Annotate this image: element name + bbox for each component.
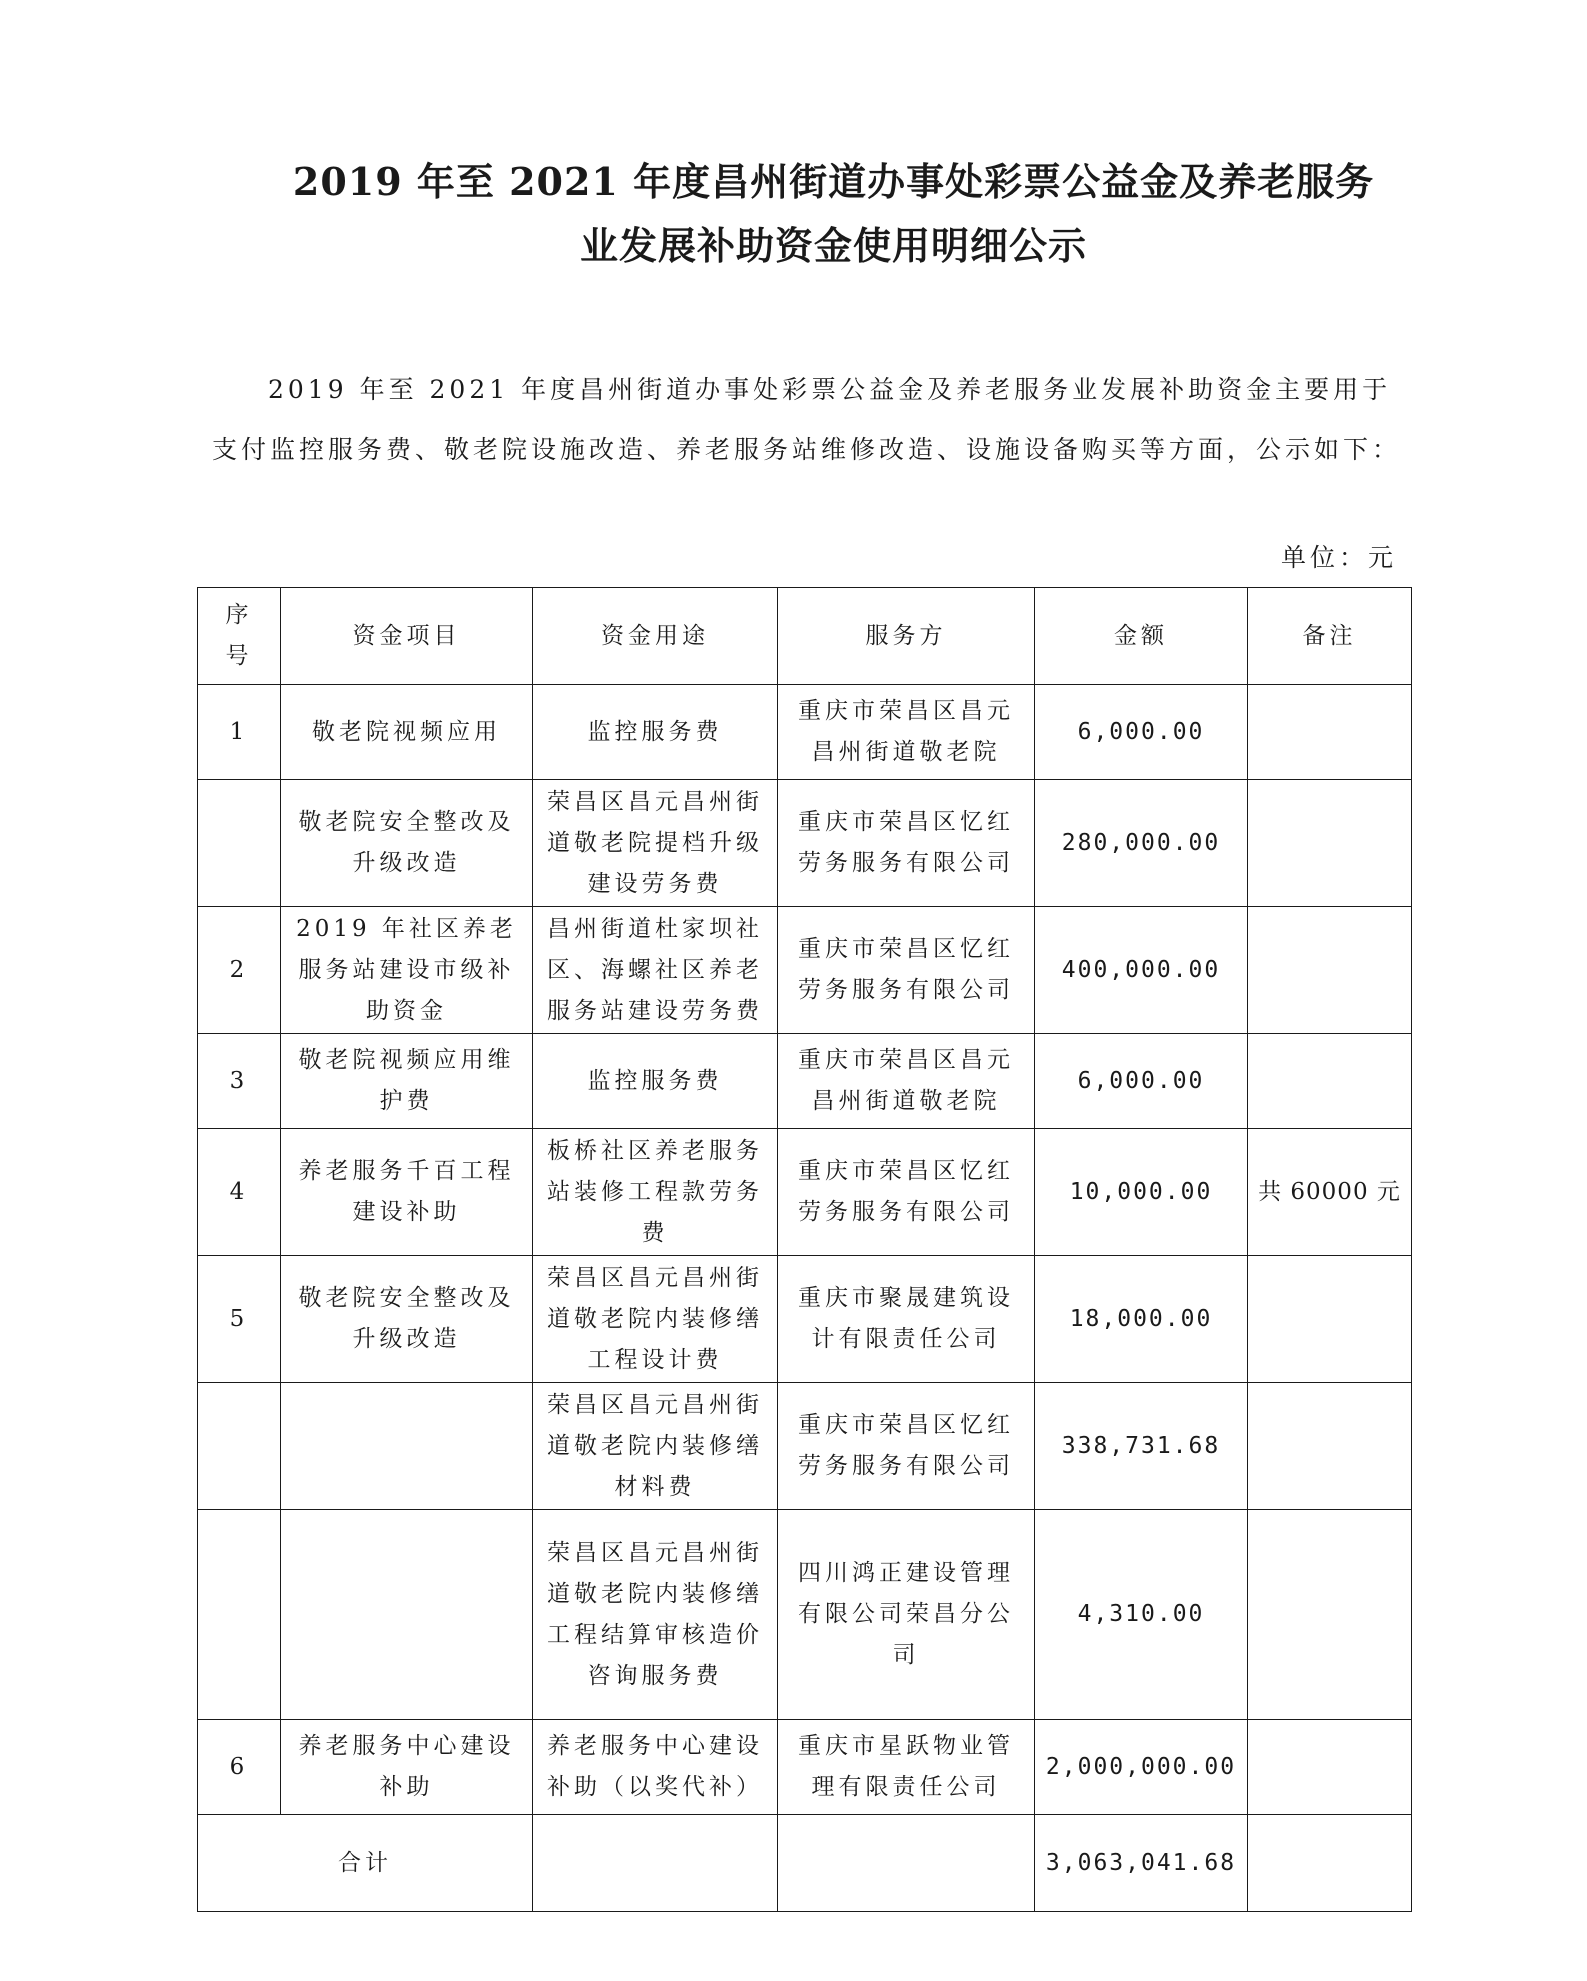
cell-note [1248, 1034, 1412, 1129]
header-project: 资金项目 [281, 588, 533, 685]
cell-note [1248, 1383, 1412, 1510]
cell-amount: 18,000.00 [1035, 1256, 1248, 1383]
cell-usage: 荣昌区昌元昌州街道敬老院内装修缮工程结算审核造价咨询服务费 [533, 1510, 778, 1720]
total-note [1248, 1815, 1412, 1912]
cell-provider: 四川鸿正建设管理有限公司荣昌分公司 [778, 1510, 1035, 1720]
cell-provider: 重庆市星跃物业管理有限责任公司 [778, 1720, 1035, 1815]
cell-provider: 重庆市荣昌区昌元昌州街道敬老院 [778, 1034, 1035, 1129]
cell-note [1248, 685, 1412, 780]
cell-no [198, 780, 281, 907]
table-row [198, 1510, 1412, 1720]
cell-amount: 338,731.68 [1035, 1383, 1248, 1510]
header-amount: 金额 [1035, 588, 1248, 685]
cell-project: 养老服务中心建设补助 [281, 1720, 533, 1815]
cell-no [198, 1383, 281, 1510]
cell-no: 1 [198, 685, 281, 780]
table-row [198, 780, 1412, 907]
cell-project: 敬老院视频应用 [281, 685, 533, 780]
cell-note [1248, 1510, 1412, 1720]
table-row [198, 1256, 1412, 1383]
funds-table [197, 587, 1412, 1912]
cell-amount: 280,000.00 [1035, 780, 1248, 907]
total-provider [778, 1815, 1035, 1912]
page-title [240, 150, 1427, 278]
header-note: 备注 [1248, 588, 1412, 685]
cell-no [198, 1510, 281, 1720]
cell-no: 2 [198, 907, 281, 1034]
cell-project: 养老服务千百工程建设补助 [281, 1129, 533, 1256]
cell-note [1248, 1720, 1412, 1815]
total-usage [533, 1815, 778, 1912]
cell-provider: 重庆市荣昌区昌元昌州街道敬老院 [778, 685, 1035, 780]
cell-amount: 10,000.00 [1035, 1129, 1248, 1256]
cell-usage: 昌州街道杜家坝社区、海螺社区养老服务站建设劳务费 [533, 907, 778, 1034]
cell-provider: 重庆市聚晟建筑设计有限责任公司 [778, 1256, 1035, 1383]
cell-provider: 重庆市荣昌区忆红劳务服务有限公司 [778, 1129, 1035, 1256]
cell-project [281, 1383, 533, 1510]
cell-project: 敬老院安全整改及升级改造 [281, 1256, 533, 1383]
cell-project: 敬老院安全整改及升级改造 [281, 780, 533, 907]
cell-no: 3 [198, 1034, 281, 1129]
table-header-row [198, 588, 1412, 685]
title-line-1: 2019 年至 2021 年度昌州街道办事处彩票公益金及养老服务 [292, 159, 1375, 204]
total-amount: 3,063,041.68 [1035, 1815, 1248, 1912]
header-no: 序号 [198, 588, 281, 685]
cell-note [1248, 1256, 1412, 1383]
cell-note [1248, 907, 1412, 1034]
cell-usage: 养老服务中心建设补助（以奖代补） [533, 1720, 778, 1815]
cell-usage: 荣昌区昌元昌州街道敬老院提档升级建设劳务费 [533, 780, 778, 907]
table-row [198, 1720, 1412, 1815]
cell-project [281, 1510, 533, 1720]
table-row [198, 1034, 1412, 1129]
unit-label: 单位：元 [1280, 543, 1397, 572]
cell-no: 4 [198, 1129, 281, 1256]
cell-amount: 2,000,000.00 [1035, 1720, 1248, 1815]
cell-usage: 监控服务费 [533, 1034, 778, 1129]
cell-provider: 重庆市荣昌区忆红劳务服务有限公司 [778, 780, 1035, 907]
cell-no: 6 [198, 1720, 281, 1815]
title-line-2: 业发展补助资金使用明细公示 [579, 223, 1087, 268]
total-label: 合计 [198, 1815, 533, 1912]
cell-usage: 板桥社区养老服务站装修工程款劳务费 [533, 1129, 778, 1256]
cell-project: 敬老院视频应用维护费 [281, 1034, 533, 1129]
cell-no: 5 [198, 1256, 281, 1383]
total-row [198, 1815, 1412, 1912]
cell-amount: 4,310.00 [1035, 1510, 1248, 1720]
cell-note [1248, 780, 1412, 907]
table-row [198, 1383, 1412, 1510]
table-row [198, 907, 1412, 1034]
table-row [198, 685, 1412, 780]
cell-provider: 重庆市荣昌区忆红劳务服务有限公司 [778, 907, 1035, 1034]
cell-amount: 6,000.00 [1035, 685, 1248, 780]
table-row [198, 1129, 1412, 1256]
cell-amount: 400,000.00 [1035, 907, 1248, 1034]
cell-usage: 监控服务费 [533, 685, 778, 780]
cell-usage: 荣昌区昌元昌州街道敬老院内装修缮材料费 [533, 1383, 778, 1510]
cell-note: 共 60000 元 [1248, 1129, 1412, 1256]
cell-project: 2019 年社区养老服务站建设市级补助资金 [281, 907, 533, 1034]
header-usage: 资金用途 [533, 588, 778, 685]
intro-paragraph: 2019 年至 2021 年度昌州街道办事处彩票公益金及养老服务业发展补助资金主要用于支付监控服务费、敬老院设施改造、养老服务站维修改造、设施设备购买等方面，公示如下： [212, 375, 1402, 464]
cell-usage: 荣昌区昌元昌州街道敬老院内装修缮工程设计费 [533, 1256, 778, 1383]
cell-amount: 6,000.00 [1035, 1034, 1248, 1129]
cell-provider: 重庆市荣昌区忆红劳务服务有限公司 [778, 1383, 1035, 1510]
header-provider: 服务方 [778, 588, 1035, 685]
